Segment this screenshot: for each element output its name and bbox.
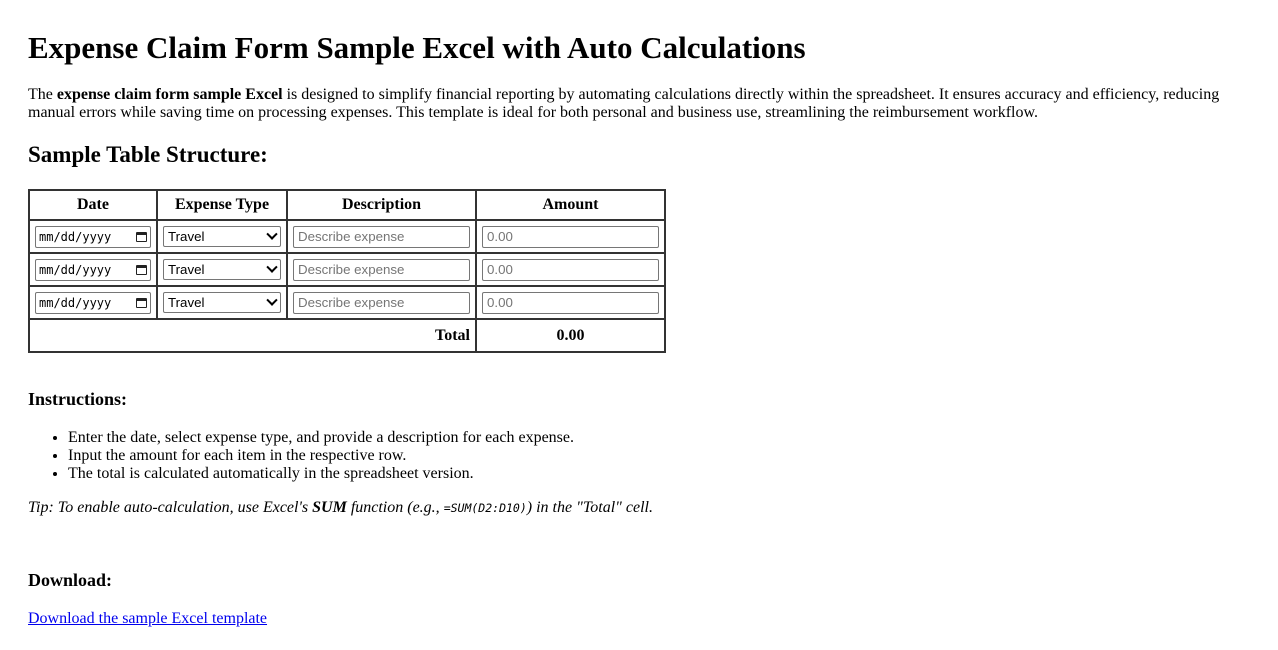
amount-input[interactable] (482, 292, 659, 314)
table-header-row (29, 190, 665, 220)
chevron-down-icon (266, 294, 277, 305)
date-placeholder: mm/dd/yyyy (39, 229, 112, 244)
description-input[interactable] (293, 292, 470, 314)
amount-input[interactable] (482, 259, 659, 281)
calendar-icon[interactable] (136, 265, 147, 275)
amount-placeholder: 0.00 (487, 229, 513, 244)
expense-type-value: Travel (168, 262, 205, 277)
tip-suffix: ) in the "Total" cell. (526, 499, 653, 516)
chevron-down-icon (266, 228, 277, 239)
expense-table (28, 189, 666, 353)
description-placeholder: Describe expense (298, 262, 405, 277)
table-row (29, 286, 665, 319)
header-description: Description (287, 190, 476, 220)
instructions-list (28, 429, 574, 483)
expense-type-select[interactable] (163, 226, 281, 247)
header-amount: Amount (476, 190, 665, 220)
page-title: Expense Claim Form Sample Excel with Auto Calculations (28, 30, 806, 65)
tip-prefix: Tip: To enable auto-calculation, use Excel's (28, 499, 313, 516)
amount-placeholder: 0.00 (487, 262, 513, 277)
total-label: Total (29, 319, 476, 352)
header-date: Date (29, 190, 157, 220)
amount-input[interactable] (482, 226, 659, 248)
tip-text (28, 499, 653, 517)
expense-type-value: Travel (168, 295, 205, 310)
instructions-title: Instructions: (28, 389, 128, 409)
intro-prefix: The (28, 86, 57, 103)
calendar-icon[interactable] (136, 298, 147, 308)
table-row (29, 220, 665, 253)
list-item: • Input the amount for each item in the respective row. (68, 447, 574, 465)
date-input[interactable] (35, 226, 151, 248)
tip-middle: function (e.g., (346, 499, 444, 516)
expense-type-select[interactable] (163, 259, 281, 280)
description-input[interactable] (293, 226, 470, 248)
list-item: • The total is calculated automatically in the spreadsheet version. (68, 465, 574, 483)
date-placeholder: mm/dd/yyyy (39, 262, 112, 277)
expense-type-value: Travel (168, 229, 205, 244)
download-link[interactable]: Download the sample Excel template (28, 610, 268, 627)
tip-bold: SUM (312, 499, 347, 516)
description-input[interactable] (293, 259, 470, 281)
table-row (29, 253, 665, 286)
header-expense-type: Expense Type (157, 190, 287, 220)
intro-paragraph (28, 86, 1243, 122)
expense-type-select[interactable] (163, 292, 281, 313)
chevron-down-icon (266, 261, 277, 272)
list-item: • Enter the date, select expense type, and provide a description for each expense. (68, 429, 574, 447)
intro-bold: expense claim form sample Excel (56, 86, 283, 103)
total-row (29, 319, 665, 352)
download-title: Download: (28, 570, 113, 590)
total-value: 0.00 (476, 319, 665, 352)
description-placeholder: Describe expense (298, 229, 405, 244)
date-input[interactable] (35, 292, 151, 314)
amount-placeholder: 0.00 (487, 295, 513, 310)
date-input[interactable] (35, 259, 151, 281)
date-placeholder: mm/dd/yyyy (39, 295, 112, 310)
description-placeholder: Describe expense (298, 295, 405, 310)
section-title: Sample Table Structure: (28, 142, 268, 167)
calendar-icon[interactable] (136, 232, 147, 242)
tip-code: =SUM(D2:D10) (443, 501, 527, 515)
intro-suffix: is designed to simplify financial reporting by automating calculations directly within the spreadsheet. It ensures accuracy and efficiency, reducing manual errors while saving time on processing expenses. This template is ideal for both personal and business use, streamlining the reimbursement workflow. (28, 86, 1220, 121)
